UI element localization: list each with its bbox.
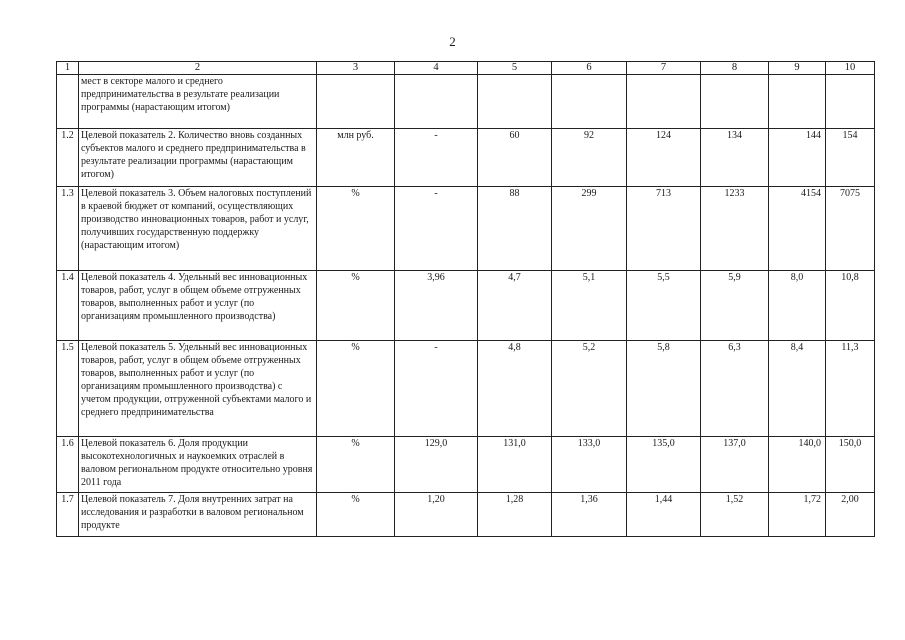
header-cell: 8 [701, 62, 769, 75]
value-cell: 713 [627, 187, 701, 271]
value-cell: 6,3 [701, 341, 769, 437]
indicator-description: Целевой показатель 2. Количество вновь созданных субъектов малого и среднего предпринимательства в результате реализации программы (нарастающим итогом) [79, 129, 317, 187]
value-cell: - [395, 129, 478, 187]
header-row [57, 62, 875, 75]
table-row [57, 437, 875, 493]
value-cell: 3,96 [395, 271, 478, 341]
value-cell: 88 [478, 187, 552, 271]
value-cell: 4,8 [478, 341, 552, 437]
value-cell: 299 [552, 187, 627, 271]
value-cell: 4,7 [478, 271, 552, 341]
unit-cell: % [317, 493, 395, 537]
header-cell: 1 [57, 62, 79, 75]
value-cell: 1233 [701, 187, 769, 271]
value-cell: 8,0 [769, 271, 826, 341]
unit-cell: млн руб. [317, 129, 395, 187]
value-cell [769, 75, 826, 129]
value-cell: 140,0 [769, 437, 826, 493]
value-cell: 5,2 [552, 341, 627, 437]
value-cell [627, 75, 701, 129]
value-cell: 1,20 [395, 493, 478, 537]
row-number: 1.6 [57, 437, 79, 493]
indicator-description: Целевой показатель 4. Удельный вес инновационных товаров, работ, услуг в общем объеме отгруженных товаров, выполненных работ и услуг (по организациям промышленного производства) [79, 271, 317, 341]
value-cell: - [395, 187, 478, 271]
unit-cell: % [317, 187, 395, 271]
header-cell: 5 [478, 62, 552, 75]
value-cell: 1,72 [769, 493, 826, 537]
value-cell: 11,3 [826, 341, 875, 437]
value-cell: 7075 [826, 187, 875, 271]
value-cell: 134 [701, 129, 769, 187]
indicator-description: Целевой показатель 3. Объем налоговых поступлений в краевой бюджет от компаний, осуществляющих производство инновационных товаров, работ и услуг, получивших государственную поддержку (нарастающим итогом) [79, 187, 317, 271]
value-cell [826, 75, 875, 129]
header-cell: 3 [317, 62, 395, 75]
value-cell: 5,9 [701, 271, 769, 341]
unit-cell [317, 75, 395, 129]
value-cell: 92 [552, 129, 627, 187]
value-cell: 1,52 [701, 493, 769, 537]
table-row [57, 129, 875, 187]
value-cell [478, 75, 552, 129]
unit-cell: % [317, 341, 395, 437]
header-cell: 7 [627, 62, 701, 75]
indicators-table [56, 61, 875, 537]
value-cell: 8,4 [769, 341, 826, 437]
value-cell: 2,00 [826, 493, 875, 537]
value-cell: 1,44 [627, 493, 701, 537]
value-cell: 154 [826, 129, 875, 187]
header-cell: 10 [826, 62, 875, 75]
value-cell: 5,1 [552, 271, 627, 341]
table-row [57, 75, 875, 129]
value-cell: 1,28 [478, 493, 552, 537]
value-cell: 144 [769, 129, 826, 187]
value-cell: 133,0 [552, 437, 627, 493]
value-cell [701, 75, 769, 129]
value-cell: 150,0 [826, 437, 875, 493]
row-number: 1.5 [57, 341, 79, 437]
value-cell: 10,8 [826, 271, 875, 341]
header-cell: 4 [395, 62, 478, 75]
value-cell: 131,0 [478, 437, 552, 493]
table-row [57, 493, 875, 537]
unit-cell: % [317, 271, 395, 341]
value-cell: 137,0 [701, 437, 769, 493]
value-cell: 135,0 [627, 437, 701, 493]
value-cell [552, 75, 627, 129]
value-cell: 124 [627, 129, 701, 187]
value-cell: 4154 [769, 187, 826, 271]
indicator-description: Целевой показатель 7. Доля внутренних затрат на исследования и разработки в валовом региональном продукте [79, 493, 317, 537]
row-number [57, 75, 79, 129]
value-cell [395, 75, 478, 129]
row-number: 1.7 [57, 493, 79, 537]
page-number: 2 [449, 34, 456, 49]
table-row [57, 271, 875, 341]
indicator-description: Целевой показатель 6. Доля продукции высокотехнологичных и наукоемких отраслей в валовом региональном продукте относительно уровня 2011 года [79, 437, 317, 493]
unit-cell: % [317, 437, 395, 493]
indicator-description: Целевой показатель 5. Удельный вес инновационных товаров, работ, услуг в общем объеме отгруженных товаров, выполненных работ и услуг (по организациям промышленного производства) с учетом продукции, отгруженной субъектами малого и среднего предпринимательства [79, 341, 317, 437]
header-cell: 9 [769, 62, 826, 75]
value-cell: 5,8 [627, 341, 701, 437]
row-number: 1.2 [57, 129, 79, 187]
header-cell: 6 [552, 62, 627, 75]
value-cell: 129,0 [395, 437, 478, 493]
row-number: 1.3 [57, 187, 79, 271]
value-cell: 1,36 [552, 493, 627, 537]
table-row [57, 187, 875, 271]
value-cell: 5,5 [627, 271, 701, 341]
value-cell: - [395, 341, 478, 437]
indicator-description: мест в секторе малого и среднего предпринимательства в результате реализации программы (нарастающим итогом) [79, 75, 317, 129]
table-row [57, 341, 875, 437]
header-cell: 2 [79, 62, 317, 75]
row-number: 1.4 [57, 271, 79, 341]
value-cell: 60 [478, 129, 552, 187]
